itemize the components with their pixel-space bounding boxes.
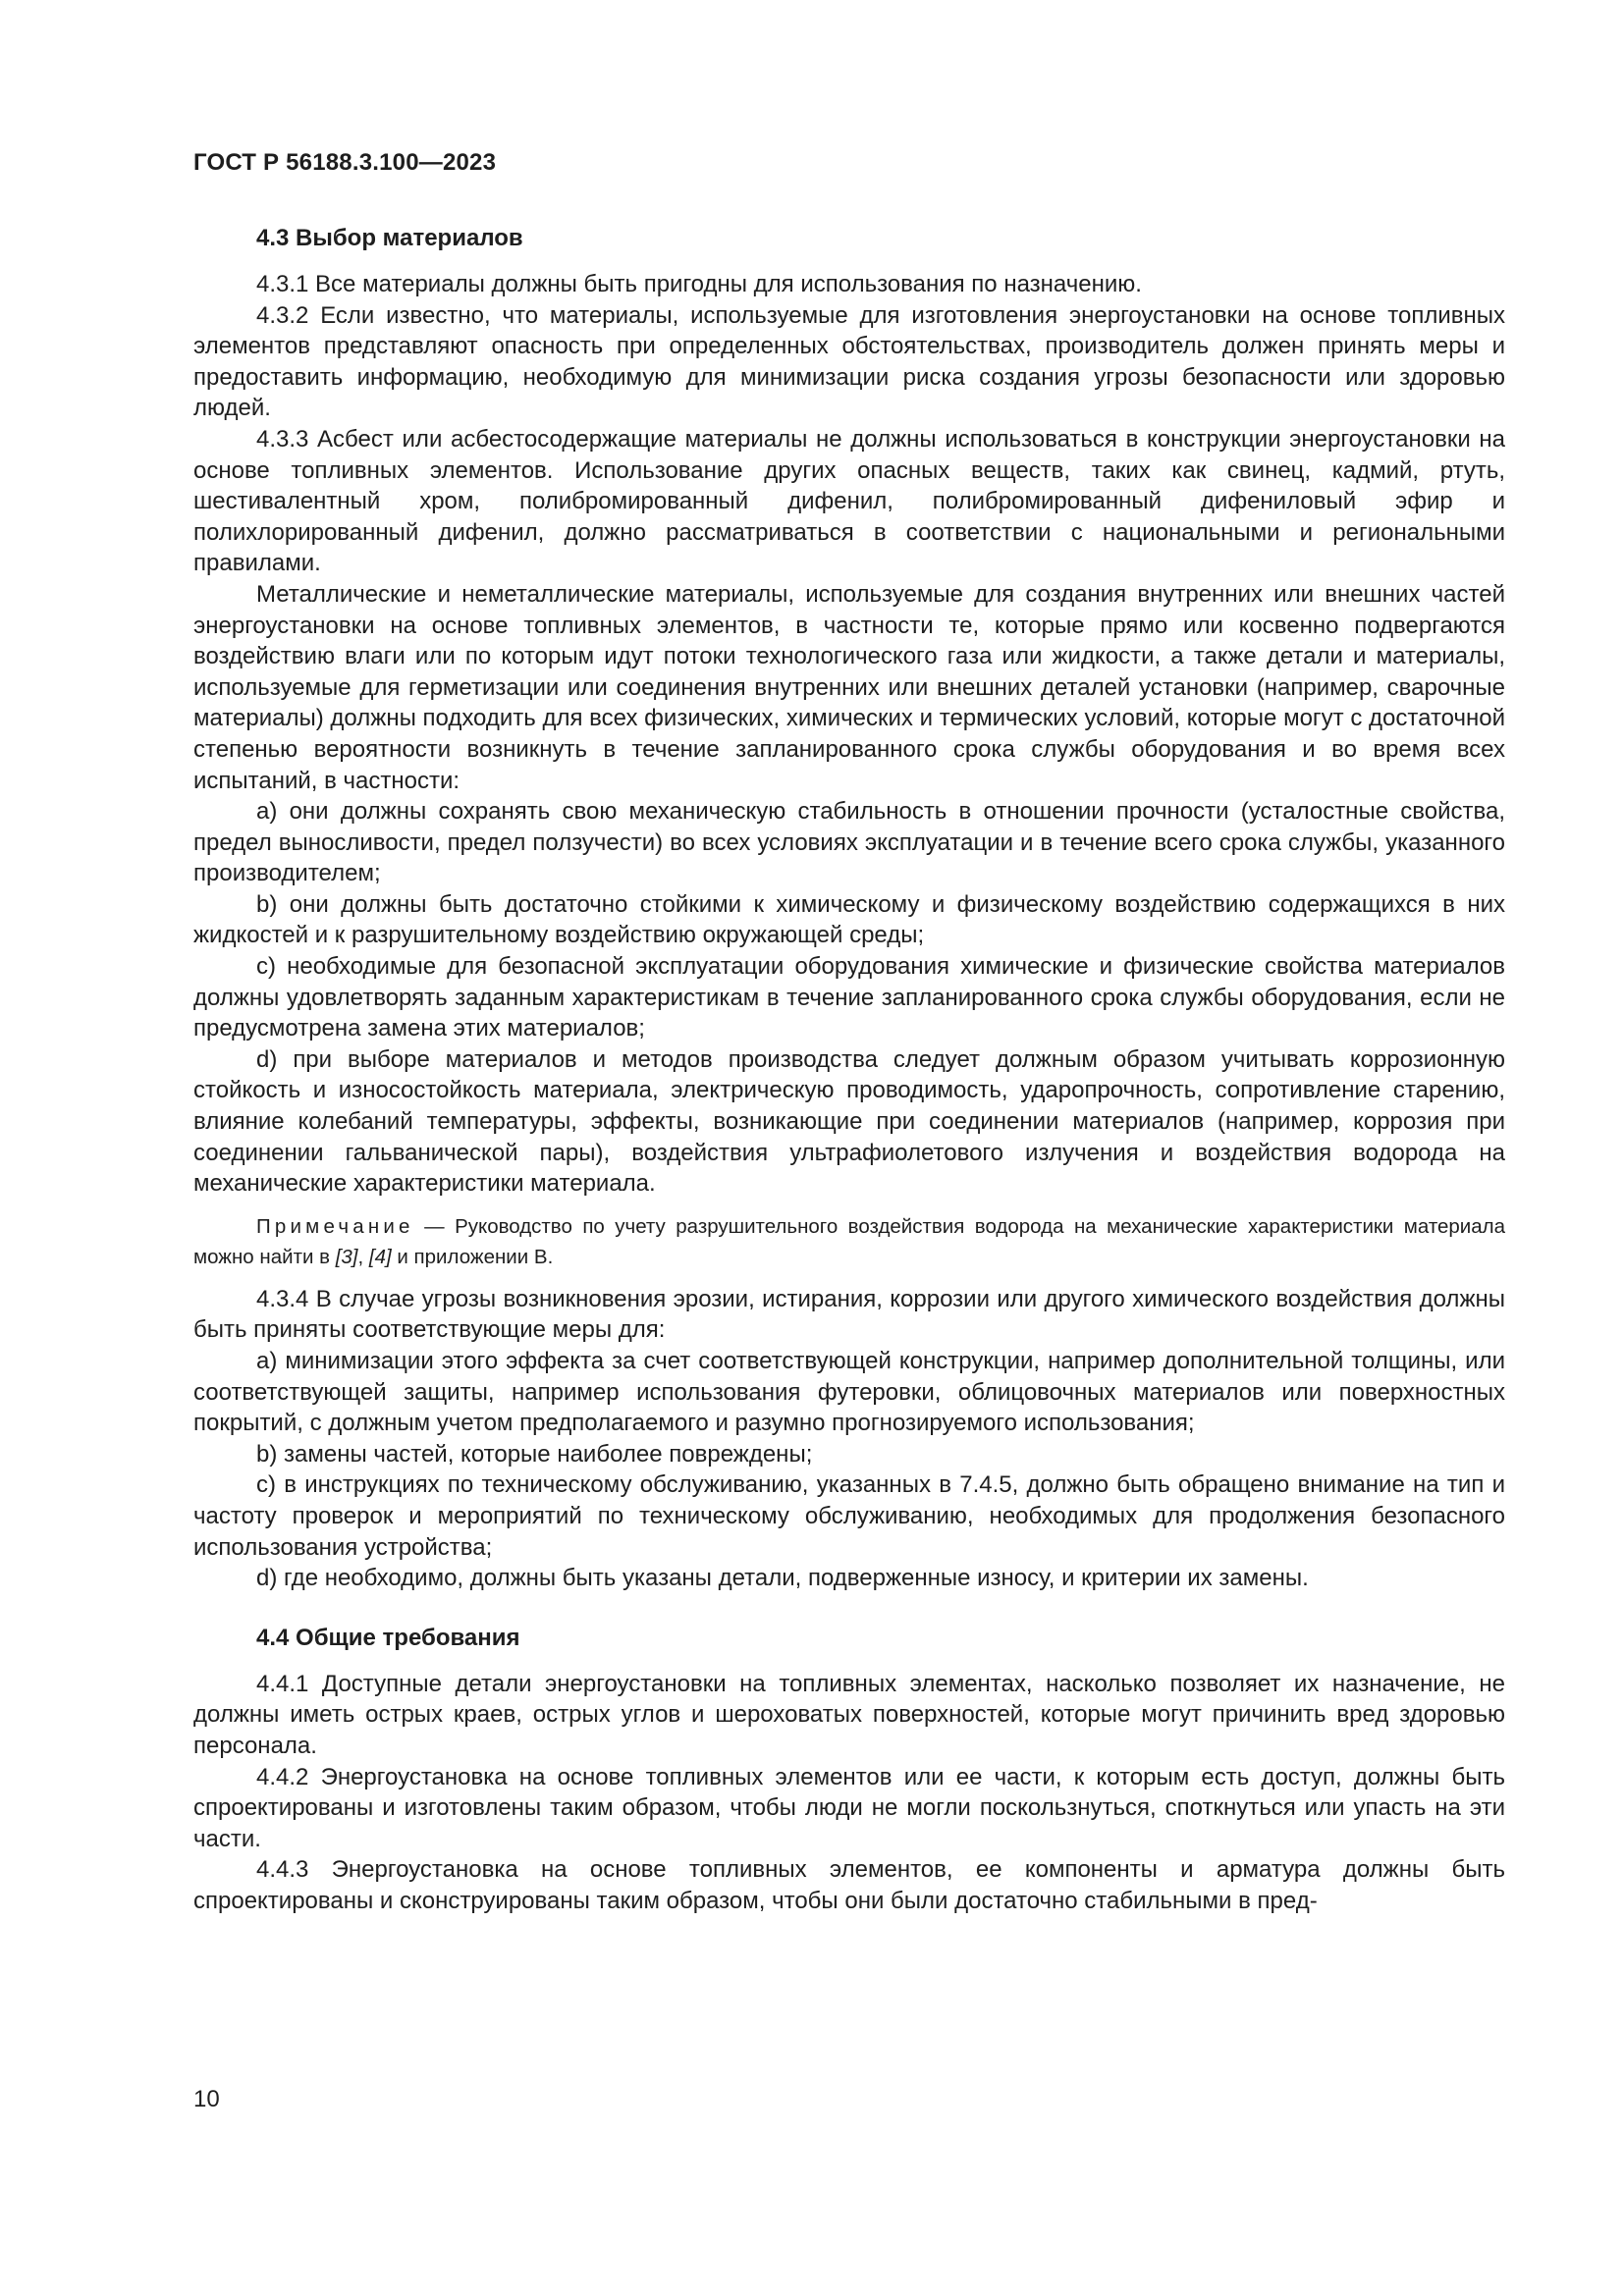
list-item-a-2: a) минимизации этого эффекта за счет соответствующей конструкции, например дополнительной толщины, или соответствующей защиты, например использования футеровки, облицовочных материалов или поверхностных покрытий, с должным учетом предполагаемого и разумно прогнозируемого использования;	[193, 1348, 1505, 1437]
list-item-c-2: c) в инструкциях по техническому обслуживанию, указанных в 7.4.5, должно быть обращено внимание на тип и частоту проверок и мероприятий по техническому обслуживанию, необходимых для продолжения безопасного использования устройства;	[193, 1471, 1505, 1561]
page-content	[193, 224, 1505, 1917]
note-text-before: — Руководство по учету разрушительного воздействия водорода на механические характеристики материала можно найти в	[193, 1214, 1505, 1268]
list-item-b-2: b) замены частей, которые наиболее повреждены;	[256, 1440, 813, 1468]
list-item-b: b) они должны быть достаточно стойкими к химическому и физическому воздействию содержащихся в них жидкостей и к разрушительному воздействию окружающей среды;	[193, 890, 1505, 949]
section-title-4-4: 4.4 Общие требования	[256, 1624, 520, 1651]
note-separator: ,	[357, 1245, 369, 1268]
paragraph-4-3-2: 4.3.2 Если известно, что материалы, используемые для изготовления энергоустановки на основе топливных элементов представляют опасность при определенных обстоятельствах, производитель должен принять меры и предоставить информацию, необходимую для минимизации риска создания угрозы безопасности или здоровью людей.	[193, 301, 1505, 422]
list-item-a: a) они должны сохранять свою механическую стабильность в отношении прочности (усталостные свойства, предел выносливости, предел ползучести) во всех условиях эксплуатации и в течение всего срока службы, указанного производителем;	[193, 798, 1505, 887]
note-label: Примечание	[256, 1214, 414, 1238]
list-item-c: c) необходимые для безопасной эксплуатации оборудования химические и физические свойства материалов должны удовлетворять заданным характеристикам в течение запланированного срока службы оборудования, если не предусмотрена замена этих материалов;	[193, 953, 1505, 1042]
section-spacer	[193, 1594, 1505, 1624]
paragraph-4-4-2: 4.4.2 Энергоустановка на основе топливных элементов или ее части, к которым есть доступ, должны быть спроектированы и изготовлены таким образом, чтобы люди не могли поскользнуться, споткнуться или упасть на эти части.	[193, 1763, 1505, 1852]
paragraph-4-3-3: 4.3.3 Асбест или асбестосодержащие материалы не должны использоваться в конструкции энергоустановки на основе топливных элементов. Использование других опасных веществ, таких как свинец, кадмий, ртуть, шестивалентный хром, полибромированный дифенил, полибромированный дифениловый эфир и полихлорированный дифенил, должно рассматриваться в соответствии с национальными и региональными правилами.	[193, 425, 1505, 577]
section-title-4-3: 4.3 Выбор материалов	[256, 225, 523, 251]
list-item-d-2: d) где необходимо, должны быть указаны детали, подверженные износу, и критерии их замены.	[256, 1565, 1309, 1592]
note-reference-3: [3]	[335, 1245, 358, 1268]
note-text-after: и приложении В.	[391, 1245, 554, 1268]
paragraph-4-4-3: 4.4.3 Энергоустановка на основе топливных элементов, ее компоненты и арматура должны быть спроектированы и сконструированы таким образом, чтобы они были достаточно стабильными в пред-	[193, 1856, 1505, 1914]
list-item-d: d) при выборе материалов и методов производства следует должным образом учитывать коррозионную стойкость и износостойкость материала, электрическую проводимость, ударопрочность, сопротивление старению, влияние колебаний температуры, эффекты, возникающие при соединении материалов (например, коррозия при соединении гальванической пары), воздействия ультрафиолетового излучения и воздействия водорода на механические характеристики материала.	[193, 1045, 1505, 1198]
page-number: 10	[193, 2086, 220, 2112]
paragraph-4-3-1: 4.3.1 Все материалы должны быть пригодны для использования по назначению.	[256, 271, 1142, 297]
paragraph-4-3-4: 4.3.4 В случае угрозы возникновения эрозии, истирания, коррозии или другого химического воздействия должны быть приняты соответствующие меры для:	[193, 1285, 1505, 1344]
document-code-header: ГОСТ Р 56188.3.100—2023	[193, 149, 497, 176]
note	[193, 1211, 1505, 1272]
paragraph-4-4-1: 4.4.1 Доступные детали энергоустановки на топливных элементах, насколько позволяет их назначение, не должны иметь острых краев, острых углов и шероховатых поверхностей, которые могут причинить вред здоровью персонала.	[193, 1670, 1505, 1759]
paragraph-materials: Металлические и неметаллические материалы, используемые для создания внутренних или внешних частей энергоустановки на основе топливных элементов, в частности те, которые прямо или косвенно подвергаются воздействию влаги или по которым идут потоки технологического газа или жидкости, а также детали и материалы, используемые для герметизации или соединения внутренних или внешних деталей установки (например, сварочные материалы) должны подходить для всех физических, химических и термических условий, которые могут с достаточной степенью вероятности возникнуть в течение запланированного срока службы оборудования и во время всех испытаний, в частности:	[193, 580, 1505, 794]
note-reference-4: [4]	[368, 1245, 392, 1268]
